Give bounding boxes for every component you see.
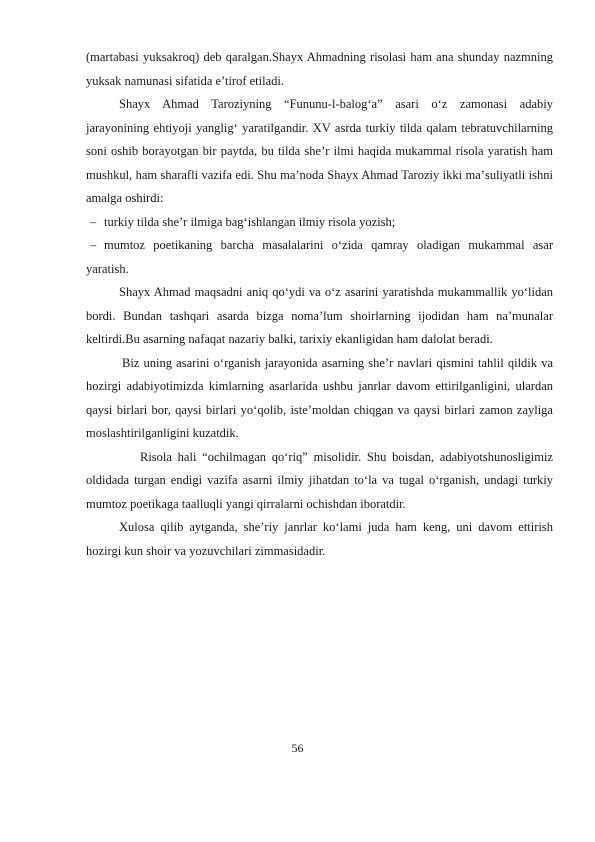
body-text bbox=[86, 46, 553, 563]
paragraph-maqsad: Shayx Ahmad maqsadni aniq qo‘ydi va o‘z asarini yaratishda mukammallik yo‘lidan bordi. Bundan tashqari asarda bizga noma’lum shoirlarning ijodidan ham na’munalar keltirdi.Bu asarning nafaqat nazariy balki, tarixiy ekanligidan ham dalolat beradi. bbox=[86, 285, 553, 346]
paragraph-risola: Risola hali “ochilmagan qo‘riq” misolidir. Shu boisdan, adabiyotshunosligimiz oldidada turgan endigi vazifa asarni ilmiy jihatdan to‘la va tugal o‘rganish, undagi turkiy mumtoz poetikaga taalluqli yangi qirralarni ochishdan iboratdir. bbox=[86, 449, 553, 511]
page-number: 56 bbox=[291, 741, 304, 755]
list-item-text: mumtoz poetikaning barcha masalalarini o‘zida qamray oladigan mukammal asar yaratish. bbox=[86, 238, 553, 276]
list-item-text: turkiy tilda she’r ilmiga bag‘ishlangan ilmiy risola yozish; bbox=[104, 214, 396, 229]
paragraph-taroziy: Shayx Ahmad Taroziyning “Fununu-l-balog‘a” asari o‘z zamonasi adabiy jarayonining ehtiyoji yanglig‘ yaratilgandir. XV asrda turkiy tilda qalam tebratuvchilarning soni oshib borayotgan bir paytda, bu tilda she’r ilmi haqida mukammal risola yaratish ham mushkul, ham sharafli vazifa edi. Shu maʼnoda Shayx Ahmad Taroziy ikki maʼsuliyatli ishni amalga oshirdi: bbox=[86, 97, 553, 205]
paragraph-intro: (martabasi yuksakroq) deb qaralgan.Shayx Ahmadning risolasi ham ana shunday nazmning yuksak namunasi sifatida e’tirof etiladi. bbox=[86, 50, 553, 88]
dash-marker: – bbox=[90, 214, 97, 229]
list-item bbox=[86, 234, 553, 281]
dash-marker: – bbox=[90, 238, 97, 252]
list-item bbox=[86, 211, 553, 235]
paragraph-xulosa: Xulosa qilib aytganda, she’riy janrlar ko‘lami juda ham keng, uni davom ettirish hozirgi kun shoir va yozuvchilari zimmasidadir. bbox=[86, 520, 553, 558]
paragraph-tahlil: Biz uning asarini o‘rganish jarayonida asarning she’r navlari qismini tahlil qildik va hozirgi adabiyotimizda kimlarning asarlarida ushbu janrlar davom ettirilganligini, ulardan qaysi birlari bor, qaysi birlari yo‘qolib, iste’moldan chiqgan va qaysi birlari zamon zayliga moslashtirilganligini kuzatdik. bbox=[86, 355, 553, 440]
